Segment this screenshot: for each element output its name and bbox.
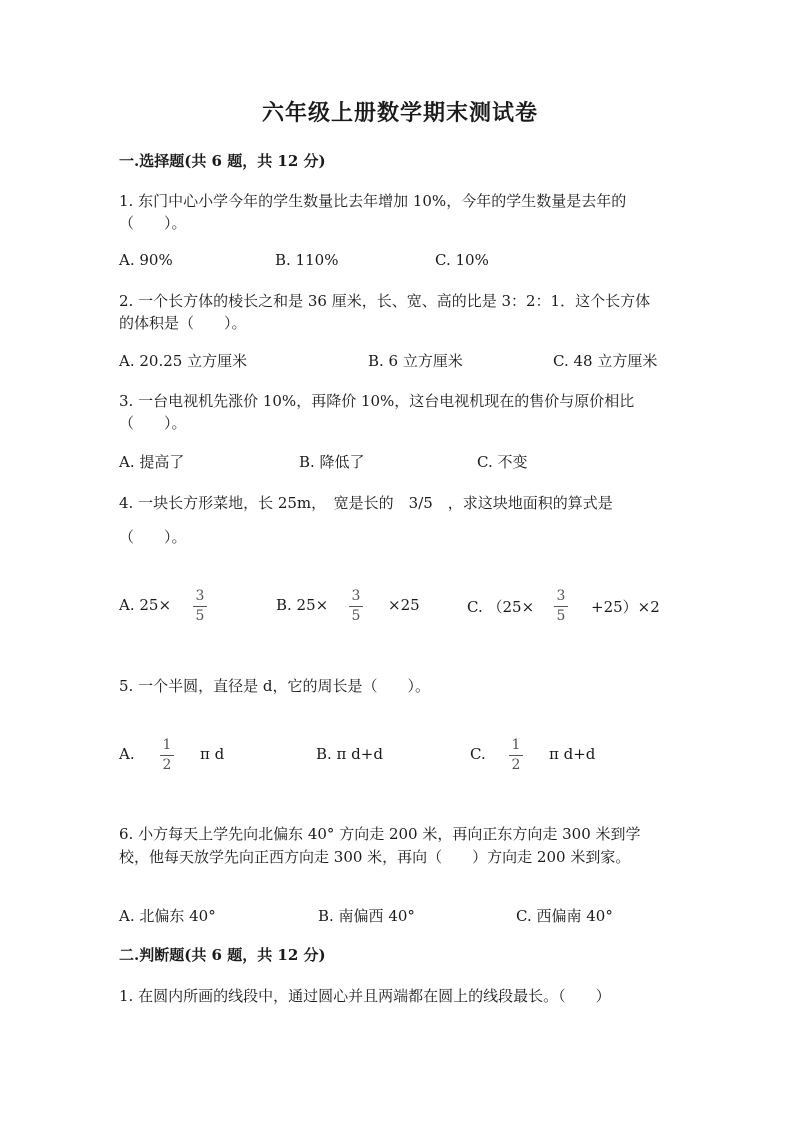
q4-option-b-fraction bbox=[346, 589, 366, 623]
q6-option-c: C. 西偏南 40° bbox=[516, 907, 613, 925]
fraction-bar bbox=[160, 755, 174, 756]
section-heading-choice: 一.选择题(共 6 题，共 12 分) bbox=[119, 152, 326, 170]
section-heading-judgement: 二.判断题(共 6 题，共 12 分) bbox=[119, 946, 326, 964]
q2-option-a: A. 20.25 立方厘米 bbox=[119, 352, 248, 370]
q4-option-a: A. 25× bbox=[119, 596, 172, 614]
question-1-line-1: 1. 东门中心小学今年的学生数量比去年增加 10%，今年的学生数量是去年的 bbox=[119, 192, 627, 210]
q4-option-c-prefix: C. （25× bbox=[467, 598, 535, 616]
q3-option-a: A. 提高了 bbox=[119, 453, 185, 471]
question-1-line-2: （ ）。 bbox=[119, 214, 187, 232]
question-2-line-1: 2. 一个长方体的棱长之和是 36 厘米，长、宽、高的比是 3：2：1．这个长方体 bbox=[119, 292, 651, 310]
fraction-numerator: 3 bbox=[195, 588, 205, 604]
q5-option-b: B. π d+d bbox=[316, 745, 383, 763]
fraction-denominator: 5 bbox=[195, 608, 205, 624]
fraction-denominator: 2 bbox=[162, 757, 172, 773]
fraction-denominator: 5 bbox=[556, 608, 566, 624]
fraction-bar bbox=[193, 606, 207, 607]
q5-option-a-prefix: A. bbox=[119, 745, 135, 763]
q6-option-a: A. 北偏东 40° bbox=[119, 907, 216, 925]
q2-option-c: C. 48 立方厘米 bbox=[553, 352, 658, 370]
q5-option-c-suffix: π d+d bbox=[549, 745, 596, 763]
question-3-line-1: 3. 一台电视机先涨价 10%，再降价 10%，这台电视机现在的售价与原价相比 bbox=[119, 392, 635, 410]
judgement-1-line-1: 1. 在圆内所画的线段中，通过圆心并且两端都在圆上的线段最长。（ ） bbox=[119, 987, 611, 1005]
q3-option-c: C. 不变 bbox=[477, 453, 528, 471]
fraction-numerator: 3 bbox=[351, 588, 361, 604]
q4-option-c-suffix: +25）×2 bbox=[591, 598, 660, 616]
q2-option-b: B. 6 立方厘米 bbox=[368, 352, 463, 370]
fraction-denominator: 5 bbox=[351, 608, 361, 624]
q5-option-c-fraction bbox=[506, 738, 526, 772]
q4-option-b-prefix: B. 25× bbox=[276, 596, 329, 614]
question-3-line-2: （ ）。 bbox=[119, 414, 187, 432]
q1-option-b: B. 110% bbox=[275, 251, 339, 269]
fraction-denominator: 2 bbox=[511, 757, 521, 773]
fraction-numerator: 3 bbox=[556, 588, 566, 604]
q3-option-b: B. 降低了 bbox=[299, 453, 365, 471]
question-6-line-1: 6. 小方每天上学先向北偏东 40° 方向走 200 米，再向正东方向走 300 米到学 bbox=[119, 825, 641, 843]
q5-option-c-prefix: C. bbox=[470, 745, 486, 763]
question-2-line-2: 的体积是（ ）。 bbox=[119, 314, 247, 332]
question-6-line-2: 校，他每天放学先向正西方向走 300 米，再向（ ）方向走 200 米到家。 bbox=[119, 848, 631, 866]
question-4-line-1: 4. 一块长方形菜地，长 25m， 宽是长的 3/5 ，求这块地面积的算式是 bbox=[119, 494, 613, 512]
q1-option-c: C. 10% bbox=[435, 251, 489, 269]
q4-option-b-suffix: ×25 bbox=[388, 596, 420, 614]
q4-option-c-fraction bbox=[551, 589, 571, 623]
fraction-bar bbox=[554, 606, 568, 607]
fraction-numerator: 1 bbox=[511, 737, 521, 753]
q6-option-b: B. 南偏西 40° bbox=[318, 907, 415, 925]
page-title: 六年级上册数学期末测试卷 bbox=[261, 100, 538, 126]
q1-option-a: A. 90% bbox=[119, 251, 173, 269]
question-4-line-2: （ ）。 bbox=[119, 528, 187, 546]
fraction-bar bbox=[509, 755, 523, 756]
question-5-line-1: 5. 一个半圆，直径是 d，它的周长是（ ）。 bbox=[119, 677, 430, 695]
q5-option-a-fraction bbox=[157, 738, 177, 772]
fraction-bar bbox=[349, 606, 363, 607]
q4-option-a-fraction bbox=[190, 589, 210, 623]
q5-option-a-suffix: π d bbox=[200, 745, 225, 763]
fraction-numerator: 1 bbox=[162, 737, 172, 753]
